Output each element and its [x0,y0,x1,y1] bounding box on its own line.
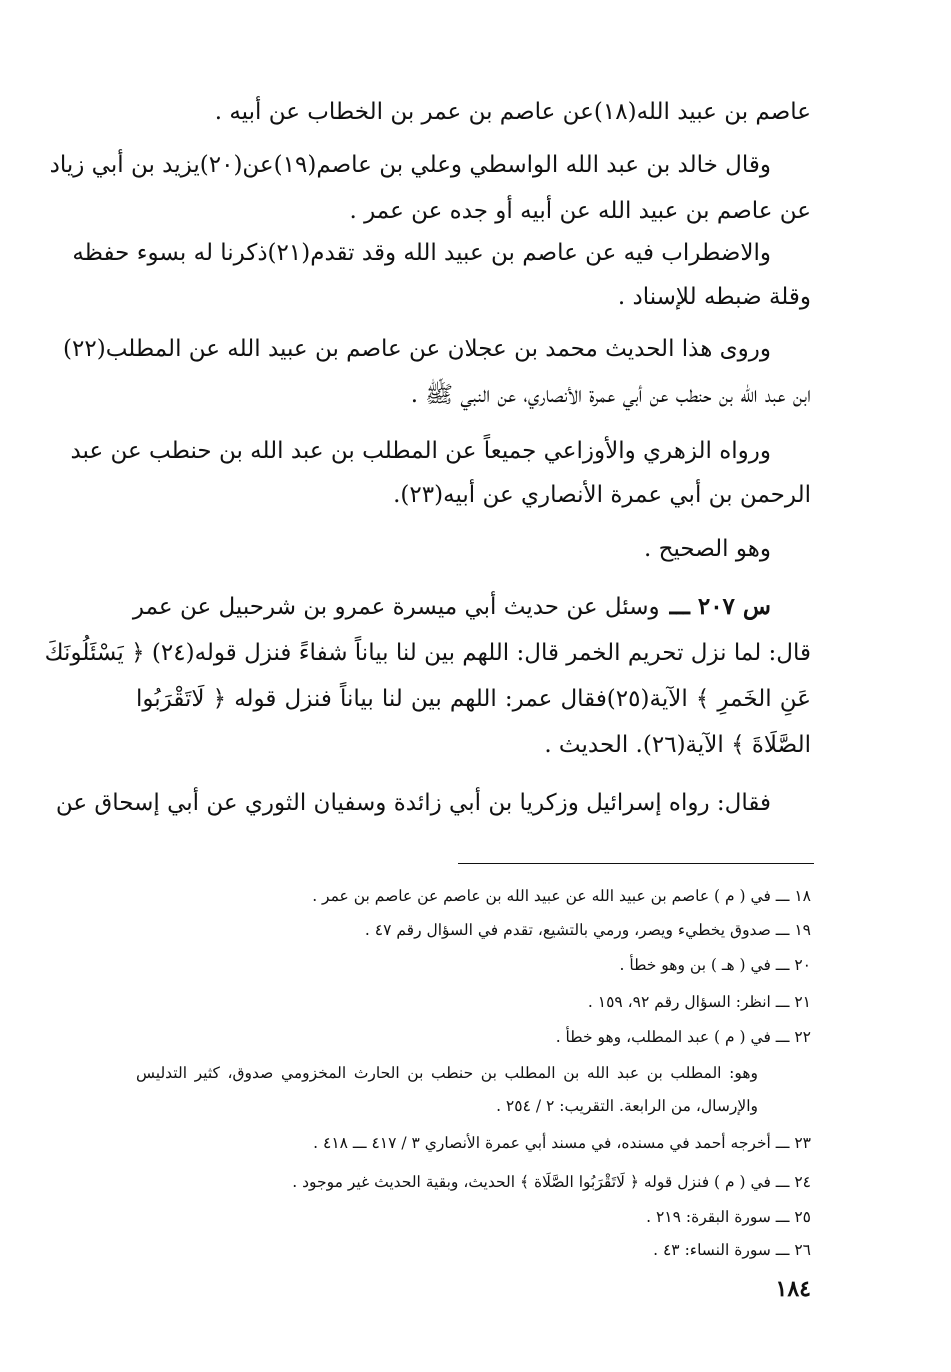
footnote: والإرسال، من الرابعة. التقريب: ٢ / ٢٥٤ . [496,1097,758,1115]
body-line: فقال: رواه إسرائيل وزكريا بن أبي زائدة وسفيان الثوري عن أبي إسحاق عن [55,790,771,816]
footnote: ٢٦ ـــ سورة النساء: ٤٣ . [653,1241,811,1259]
body-line: عَنِ الخَمرِ ﴾ الآية(٢٥)فقال عمر: اللهم بين لنا بياناً فنزل قوله ﴿ لَاتَقْرَبُوا [136,686,811,712]
body-line: عن عاصم بن عبيد الله عن أبيه أو جده عن عمر . [349,198,811,224]
body-line: قال: لما نزل تحريم الخمر قال: اللهم بين لنا بياناً شفاءً فنزل قوله(٢٤) ﴿ يَسْئَلُونَكَ [44,640,811,666]
footnote: وهو: المطلب بن عبد الله بن المطلب بن حنطب بن الحارث المخزومي صدوق، كثير التدليس [136,1064,758,1082]
footnote: ٢٠ ـــ في ( هـ ) بن وهو خطأ . [619,956,811,974]
footnote: ٢٣ ـــ أخرجه أحمد في مسنده، في مسند أبي عمرة الأنصاري ٣ / ٤١٧ ـــ ٤١٨ . [313,1134,811,1152]
body-line: وهو الصحيح . [643,536,771,562]
body-line: ورواه الزهري والأوزاعي جميعاً عن المطلب بن عبد الله بن حنطب عن عبد [70,438,771,464]
footnote: ٢٢ ـــ في ( م ) عبد المطلب، وهو خطأ . [555,1028,811,1046]
body-line: عاصم بن عبيد الله(١٨)عن عاصم بن عمر بن الخطاب عن أبيه . [214,99,811,125]
body-line: وروى هذا الحديث محمد بن عجلان عن عاصم بن عبيد الله عن المطلب(٢٢) [63,336,771,362]
body-line: وقال خالد بن عبد الله الواسطي وعلي بن عاصم(١٩)عن(٢٠)يزيد بن أبي زياد [49,152,771,178]
footnote: ٢٥ ـــ سورة البقرة: ٢١٩ . [646,1208,811,1226]
body-line: ابن عبد الله بن حنطب عن أبي عمرة الأنصاري، عن النبي ﷺ . [410,382,811,408]
body-line: والاضطراب فيه عن عاصم بن عبيد الله وقد تقدم(٢١)ذكرنا له بسوء حفظه [72,240,771,266]
footnote: ١٩ ـــ صدوق يخطيء ويصر، ورمي بالتشيع، تقدم في السؤال رقم ٤٧ . [364,921,811,939]
footnote-divider [458,863,814,864]
footnote: ٢١ ـــ انظر: السؤال رقم ٩٢، ١٥٩ . [587,993,811,1011]
page-number: ١٨٤ [775,1276,811,1302]
question-line [132,590,771,624]
question-number: س ٢٠٧ ـــ [669,593,771,620]
body-line: الصَّلَاةَ ﴾ الآية(٢٦). الحديث . [544,732,811,758]
body-line: وسئل عن حديث أبي ميسرة عمرو بن شرحبيل عن عمر [132,594,660,620]
body-line: الرحمن بن أبي عمرة الأنصاري عن أبيه(٢٣). [393,482,811,508]
body-line: وقلة ضبطه للإسناد . [617,284,811,310]
footnote: ٢٤ ـــ في ( م ) فنزل قوله ﴿ لَاتَقْرَبُوا الصَّلَاة ﴾ الحديث، وبقية الحديث غير موجود . [292,1173,811,1191]
footnote: ١٨ ـــ في ( م ) عاصم بن عبيد الله عن عبيد الله بن عاصم عن عاصم بن عمر . [312,887,811,905]
